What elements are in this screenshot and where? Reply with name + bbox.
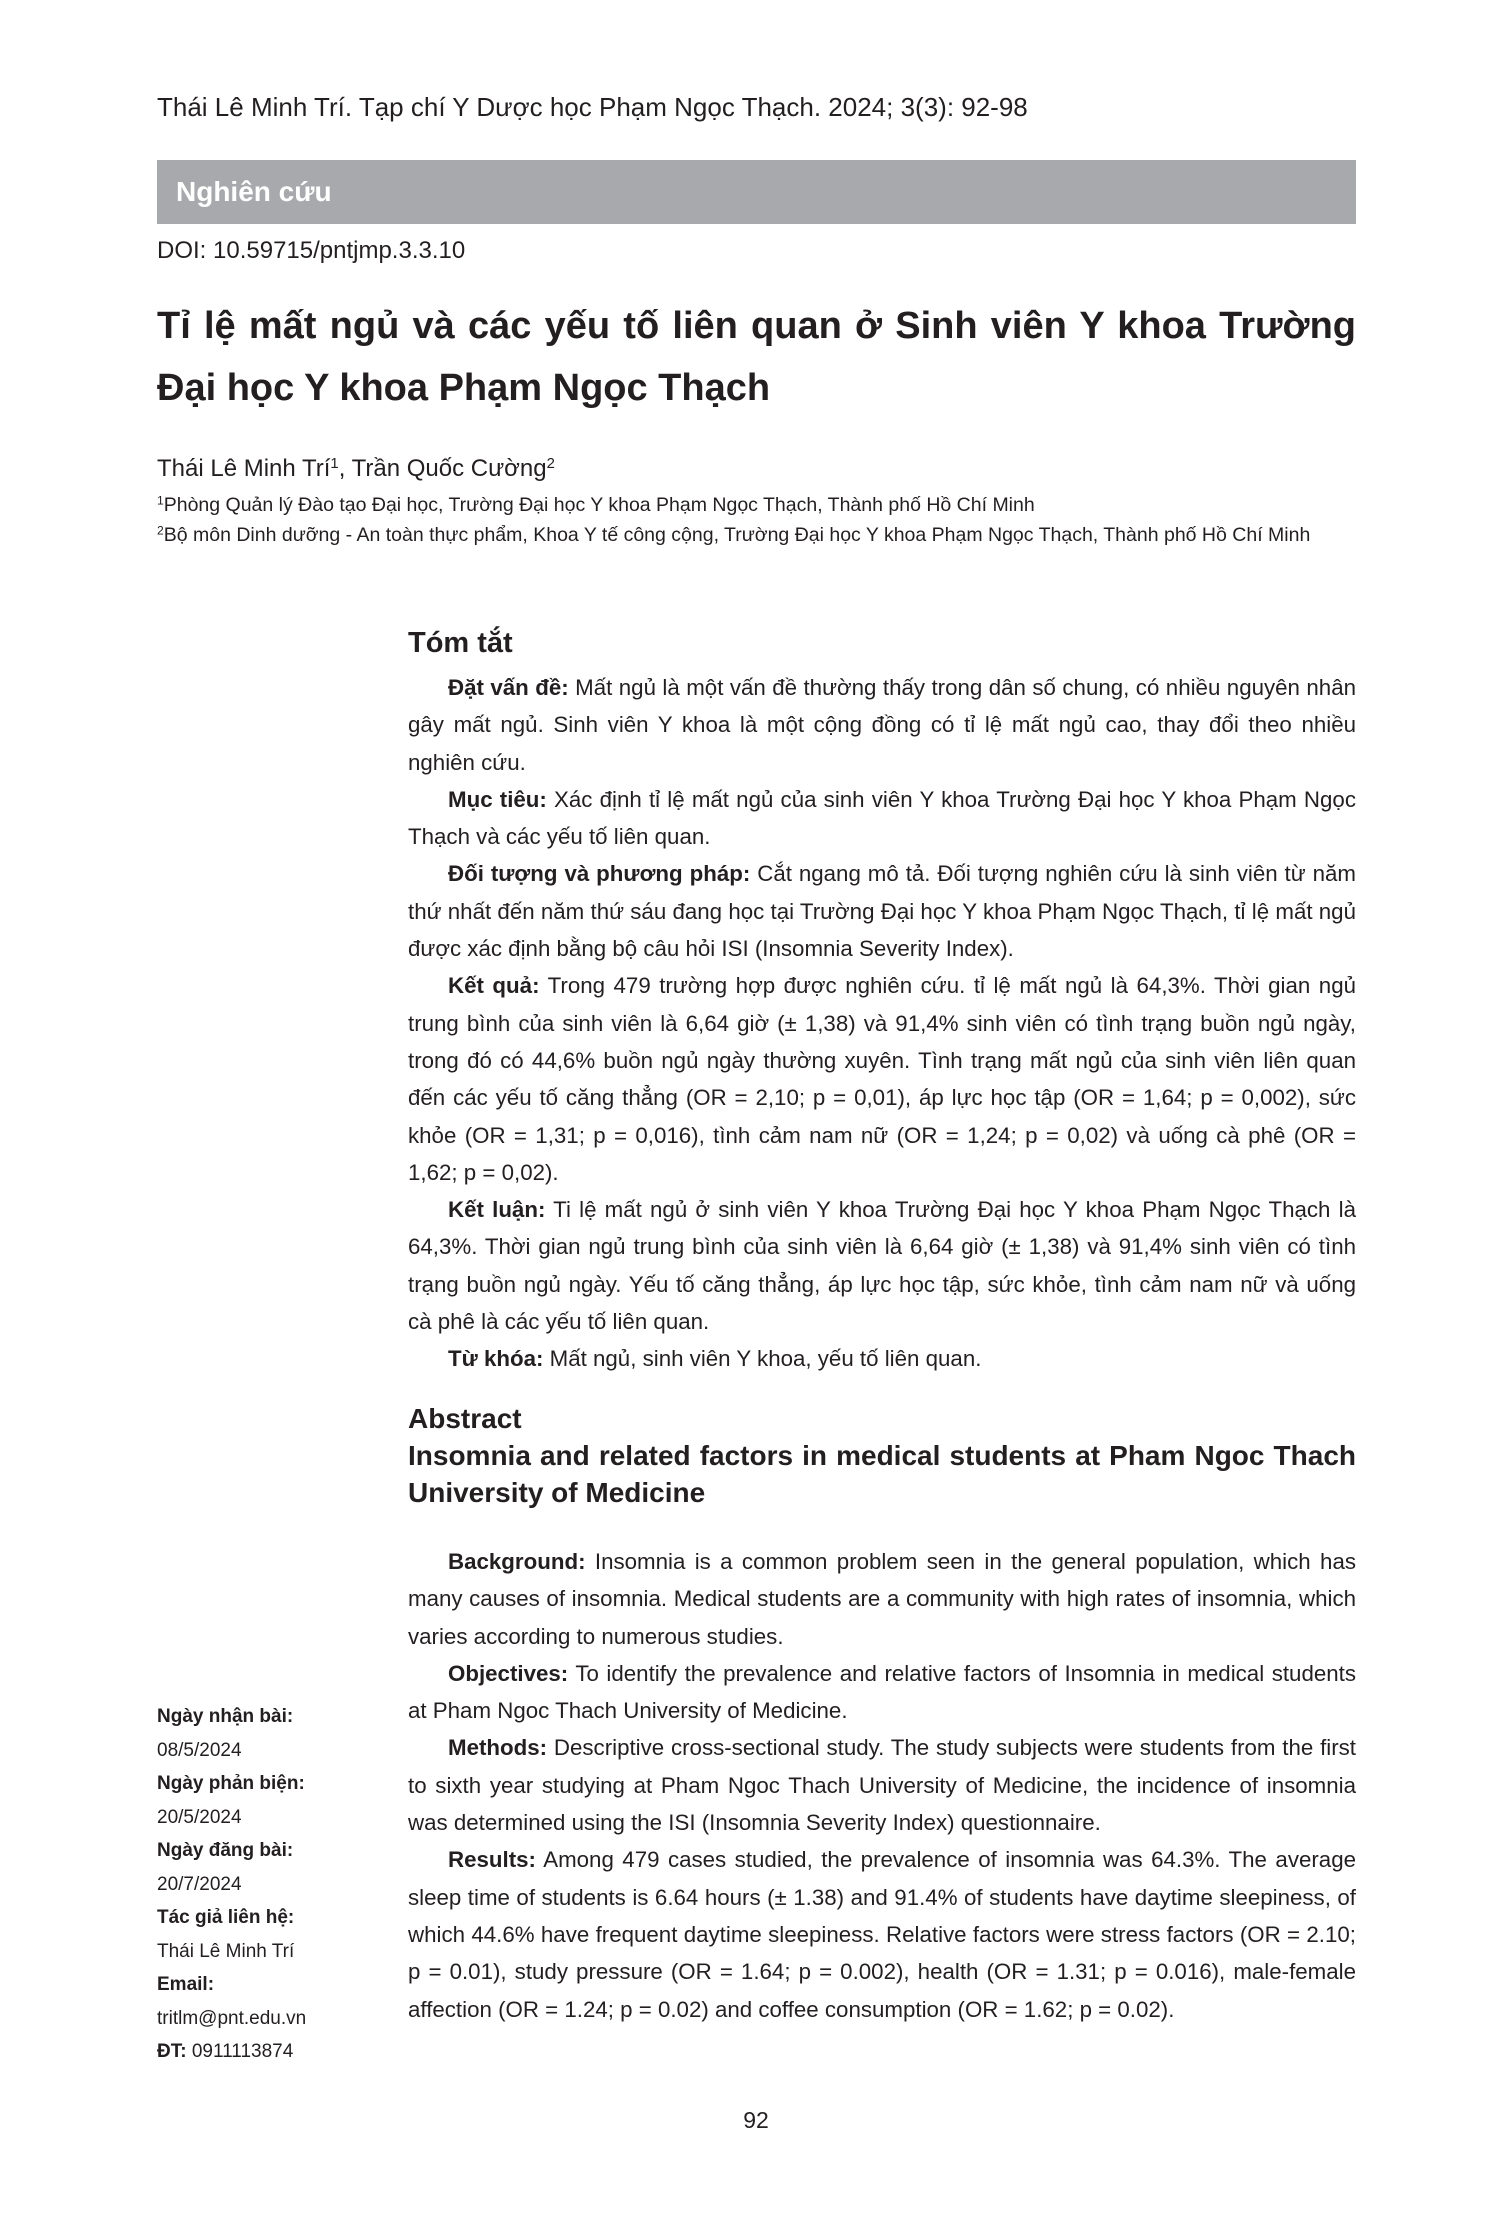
author-affiliation-mark: 1 xyxy=(330,455,339,472)
reviewed-date: 20/5/2024 xyxy=(157,1806,242,1828)
published-date: 20/7/2024 xyxy=(157,1873,242,1895)
doi: DOI: 10.59715/pntjmp.3.3.10 xyxy=(157,237,466,264)
abstract-paragraph-results xyxy=(408,967,1356,1191)
affiliation-list xyxy=(157,490,1356,550)
affiliation xyxy=(157,520,1356,550)
paragraph-label: Methods: xyxy=(448,1735,548,1761)
affiliation-text: Bộ môn Dinh dưỡng - An toàn thực phẩm, Khoa Y tế công cộng, Trường Đại học Y khoa Phạm Ngọc Thạch, Thành phố Hồ Chí Minh xyxy=(163,524,1311,546)
paragraph-label: Đối tượng và phương pháp: xyxy=(448,861,751,887)
paragraph-label: Kết quả: xyxy=(448,973,540,999)
author-separator: , xyxy=(338,455,352,482)
affiliation-mark: 1 xyxy=(157,493,164,508)
paragraph-text: Mất ngủ, sinh viên Y khoa, yếu tố liên quan. xyxy=(543,1346,982,1372)
reviewed-label: Ngày phản biện: xyxy=(157,1773,305,1794)
received-label: Ngày nhận bài: xyxy=(157,1706,294,1727)
paragraph-text: Trong 479 trường hợp được nghiên cứu. tỉ lệ mất ngủ là 64,3%. Thời gian ngủ trung bình của sinh viên là 6,64 giờ (± 1,38) và 91,4% sinh viên có tình trạng buồn ngủ ngày, trong đó có 44,6% buồn ngủ ngày thường xuyên. Tình trạng mất ngủ của sinh viên liên quan đến các yếu tố căng thẳng (OR = 2,10; p = 0,01), áp lực học tập (OR = 1,64; p = 0,002), sức khỏe (OR = 1,31; p = 0,016), tình cảm nam nữ (OR = 1,24; p = 0,02) và uống cà phê (OR = 1,62; p = 0,02). xyxy=(408,973,1356,1185)
abstract-paragraph-background xyxy=(408,669,1356,781)
author-list xyxy=(157,455,555,483)
paragraph-label: Đặt vấn đề: xyxy=(448,675,569,700)
received-date: 08/5/2024 xyxy=(157,1739,242,1761)
paragraph-label: Kết luận: xyxy=(448,1197,546,1223)
article-title: Tỉ lệ mất ngủ và các yếu tố liên quan ở Sinh viên Y khoa Trường Đại học Y khoa Phạm Ngọc Thạch xyxy=(157,305,1356,409)
paragraph-label: Từ khóa: xyxy=(448,1346,544,1372)
vietnamese-abstract xyxy=(408,623,1356,1378)
abstract-paragraph-background xyxy=(408,1543,1356,1655)
corresponding-author-name: Thái Lê Minh Trí xyxy=(157,1940,295,1962)
abstract-paragraph-results xyxy=(408,1841,1356,2027)
paragraph-label: Background: xyxy=(448,1549,586,1574)
paragraph-text: Mất ngủ là một vấn đề thường thấy trong dân số chung, có nhiều nguyên nhân gây mất ngủ. Sinh viên Y khoa là một cộng đồng có tỉ lệ mất ngủ cao, thay đổi theo nhiều nghiên cứu. xyxy=(408,675,1356,775)
running-head: Thái Lê Minh Trí. Tạp chí Y Dược học Phạm Ngọc Thạch. 2024; 3(3): 92-98 xyxy=(157,92,1028,122)
section-label: Nghiên cứu xyxy=(176,176,332,207)
abstract-paragraph-objectives xyxy=(408,1655,1356,1730)
paragraph-label: Results: xyxy=(448,1847,536,1873)
article-info-sidebar xyxy=(157,1700,397,2069)
email-label: Email: xyxy=(157,1974,215,1995)
paragraph-text: Insomnia is a common problem seen in the general population, which has many causes of insomnia. Medical students are a community with high rates of insomnia, which varies according to numerous studies. xyxy=(408,1549,1356,1649)
abstract-paragraph-methods xyxy=(408,1729,1356,1841)
abstract-paragraph-methods xyxy=(408,855,1356,967)
english-abstract xyxy=(408,1400,1356,2028)
paragraph-label: Mục tiêu: xyxy=(448,786,547,812)
abstract-paragraph-objectives xyxy=(408,781,1356,856)
abstract-paragraph-keywords xyxy=(408,1340,1356,1377)
corresponding-author-label: Tác giả liên hệ: xyxy=(157,1907,295,1928)
email-address[interactable]: tritlm@pnt.edu.vn xyxy=(157,2007,307,2029)
published-label: Ngày đăng bài: xyxy=(157,1840,294,1861)
abstract-heading: Abstract xyxy=(408,1403,522,1434)
author-name: Trần Quốc Cường xyxy=(351,455,547,482)
page-number: 92 xyxy=(743,2107,769,2133)
affiliation xyxy=(157,490,1356,520)
paragraph-text: Descriptive cross-sectional study. The study subjects were students from the first to sixth year studying at Pham Ngoc Thach University of Medicine, the incidence of insomnia was determined using the ISI (Insomnia Severity Index) questionnaire. xyxy=(408,1735,1356,1836)
paragraph-text: Cắt ngang mô tả. Đối tượng nghiên cứu là sinh viên từ năm thứ nhất đến năm thứ sáu đang học tại Trường Đại học Y khoa Phạm Ngọc Thạch, tỉ lệ mất ngủ được xác định bằng bộ câu hỏi ISI (Insomnia Severity Index). xyxy=(408,861,1356,962)
author-name: Thái Lê Minh Trí xyxy=(157,455,331,482)
section-label-bar xyxy=(157,160,1356,224)
affiliation-text: Phòng Quản lý Đào tạo Đại học, Trường Đại học Y khoa Phạm Ngọc Thạch, Thành phố Hồ Chí Minh xyxy=(163,494,1035,516)
abstract-paragraph-conclusion xyxy=(408,1191,1356,1340)
paragraph-label: Objectives: xyxy=(448,1660,569,1686)
paragraph-text: To identify the prevalence and relative factors of Insomnia in medical students at Pham Ngoc Thach University of Medicine. xyxy=(408,1660,1356,1724)
paragraph-text: Xác định tỉ lệ mất ngủ của sinh viên Y khoa Trường Đại học Y khoa Phạm Ngọc Thạch và các yếu tố liên quan. xyxy=(408,786,1356,850)
paragraph-text: Among 479 cases studied, the prevalence of insomnia was 64.3%. The average sleep time of students is 6.64 hours (± 1.38) and 91.4% of students have daytime sleepiness, of which 44.6% have frequent daytime sleepiness. Relative factors were stress factors (OR = 2.10; p = 0.01), study pressure (OR = 1.64; p = 0.002), health (OR = 1.31; p = 0.016), male-female affection (OR = 1.24; p = 0.02) and coffee consumption (OR = 1.62; p = 0.02). xyxy=(408,1847,1356,2022)
english-article-title: Insomnia and related factors in medical students at Pham Ngoc Thach University of Medicine xyxy=(408,1440,1356,1508)
phone-number: 0911113874 xyxy=(186,2041,294,2062)
affiliation-mark: 2 xyxy=(157,523,164,538)
paragraph-text: Ti lệ mất ngủ ở sinh viên Y khoa Trường Đại học Y khoa Phạm Ngọc Thạch là 64,3%. Thời gian ngủ trung bình của sinh viên là 6,64 giờ (± 1,38) và 91,4% sinh viên có tình trạng buồn ngủ ngày. Yếu tố căng thẳng, áp lực học tập, sức khỏe, tình cảm nam nữ và uống cà phê là các yếu tố liên quan. xyxy=(408,1197,1356,1335)
phone-line xyxy=(157,2035,397,2069)
abstract-heading: Tóm tắt xyxy=(408,627,513,659)
author-affiliation-mark: 2 xyxy=(546,455,555,472)
phone-label: ĐT: xyxy=(157,2041,187,2062)
